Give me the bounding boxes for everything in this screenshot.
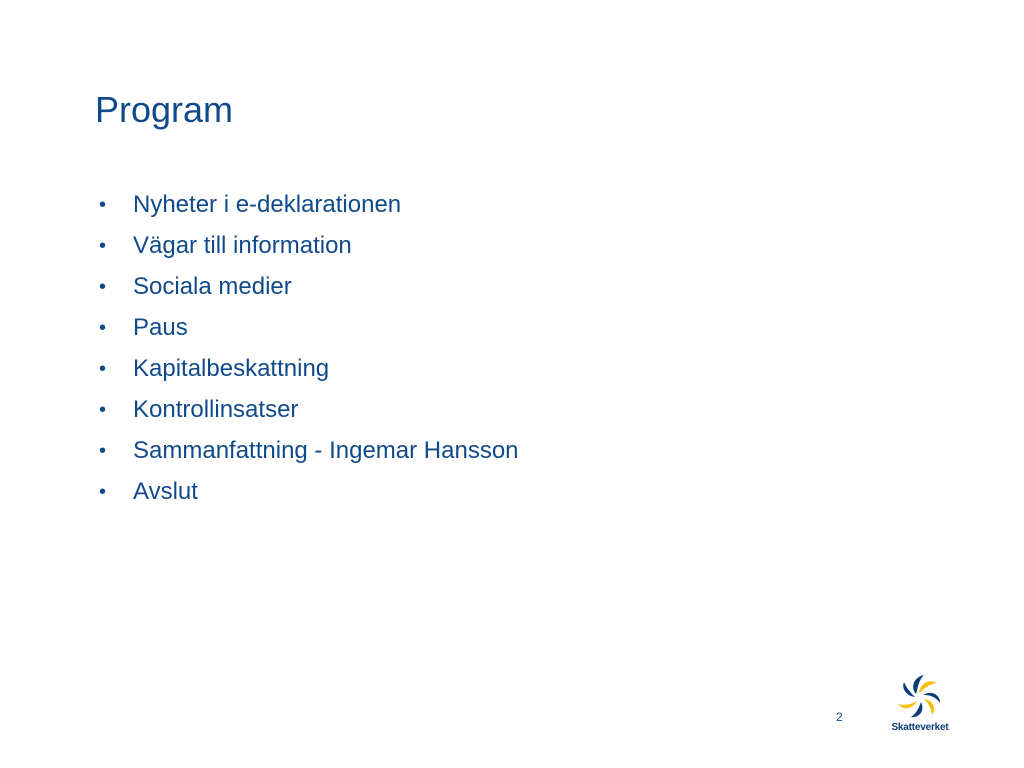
list-item-label: Nyheter i e-deklarationen — [133, 191, 402, 218]
bullet: • — [99, 235, 107, 257]
bullet: • — [99, 358, 107, 380]
skatteverket-logo — [884, 672, 956, 736]
bullet: • — [99, 481, 107, 503]
page-number: 2 — [836, 710, 843, 724]
list-item-label: Avslut — [133, 478, 198, 505]
list-item-label: Sammanfattning - Ingemar Hansson — [133, 437, 519, 464]
slide-title: Program — [95, 89, 234, 130]
list-item-label: Kontrollinsatser — [133, 396, 299, 423]
bullet: • — [99, 194, 107, 216]
list-item-label: Vägar till information — [133, 232, 352, 259]
bullet: • — [99, 317, 107, 339]
bullet: • — [99, 399, 107, 421]
list-item-label: Sociala medier — [133, 273, 292, 300]
list-item-label: Kapitalbeskattning — [133, 355, 330, 382]
bullet: • — [99, 276, 107, 298]
logo-text: Skatteverket — [891, 722, 949, 733]
skatteverket-sun-logo-icon — [884, 672, 956, 722]
list-item-label: Paus — [133, 314, 188, 341]
bullet: • — [99, 440, 107, 462]
